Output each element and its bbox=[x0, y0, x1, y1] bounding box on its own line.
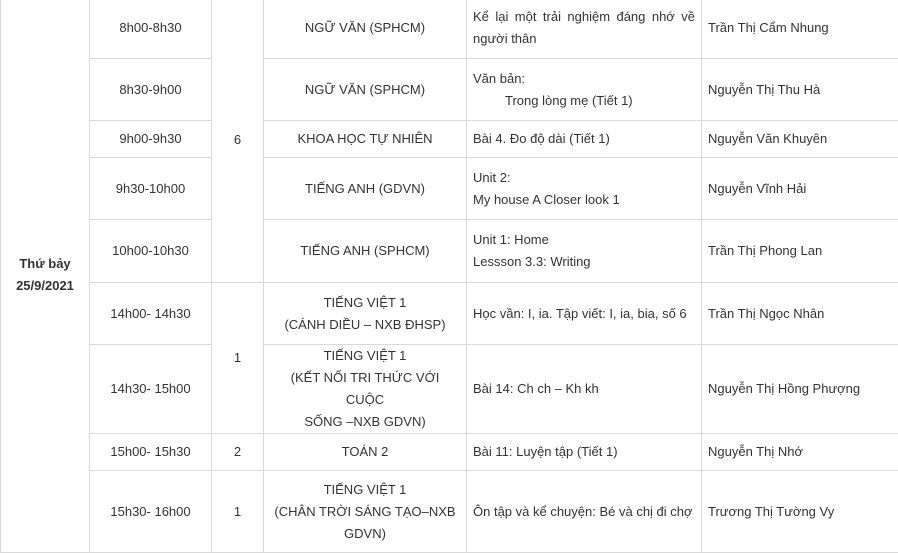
teacher-cell: Trương Thị Tường Vy bbox=[702, 471, 898, 553]
time-cell: 8h00-8h30 bbox=[90, 0, 212, 59]
table-row bbox=[1, 283, 898, 345]
teacher-cell: Nguyễn Thị Thu Hà bbox=[702, 59, 898, 121]
lesson-cell: Bài 11: Luyện tập (Tiết 1) bbox=[467, 434, 702, 471]
subject-cell: TIẾNG VIỆT 1 (CÁNH DIỀU – NXB ĐHSP) bbox=[264, 283, 467, 345]
lesson-cell: Bài 14: Ch ch – Kh kh bbox=[467, 345, 702, 434]
day-date: 25/9/2021 bbox=[7, 275, 83, 297]
day-label: Thứ bảy bbox=[7, 253, 83, 275]
lesson-cell: Kể lại một trải nghiệm đáng nhớ về người thân bbox=[467, 0, 702, 59]
teacher-cell: Trần Thị Cẩm Nhung bbox=[702, 0, 898, 59]
time-cell: 9h00-9h30 bbox=[90, 121, 212, 158]
table-row bbox=[1, 345, 898, 434]
day-cell bbox=[1, 0, 90, 553]
table-row bbox=[1, 434, 898, 471]
subject-cell: TIẾNG VIỆT 1 (CHÂN TRỜI SÁNG TẠO–NXB GDVN) bbox=[264, 471, 467, 553]
time-cell: 14h30- 15h00 bbox=[90, 345, 212, 434]
grade-cell: 1 bbox=[212, 471, 264, 553]
grade-cell: 2 bbox=[212, 434, 264, 471]
lesson-cell: Unit 2: My house A Closer look 1 bbox=[467, 158, 702, 220]
time-cell: 15h00- 15h30 bbox=[90, 434, 212, 471]
time-cell: 8h30-9h00 bbox=[90, 59, 212, 121]
table-row bbox=[1, 0, 898, 59]
teacher-cell: Nguyễn Thị Nhớ bbox=[702, 434, 898, 471]
grade-cell: 1 bbox=[212, 283, 264, 434]
subject-cell: NGỮ VĂN (SPHCM) bbox=[264, 59, 467, 121]
lesson-cell: Bài 4. Đo độ dài (Tiết 1) bbox=[467, 121, 702, 158]
teacher-cell: Trần Thị Ngọc Nhân bbox=[702, 283, 898, 345]
subject-cell: NGỮ VĂN (SPHCM) bbox=[264, 0, 467, 59]
teacher-cell: Trần Thị Phong Lan bbox=[702, 220, 898, 283]
teacher-cell: Nguyễn Vĩnh Hải bbox=[702, 158, 898, 220]
table-row bbox=[1, 59, 898, 121]
table-row bbox=[1, 158, 898, 220]
table-row bbox=[1, 121, 898, 158]
teacher-cell: Nguyễn Thị Hồng Phượng bbox=[702, 345, 898, 434]
time-cell: 15h30- 16h00 bbox=[90, 471, 212, 553]
subject-cell: TIẾNG ANH (SPHCM) bbox=[264, 220, 467, 283]
table-row bbox=[1, 471, 898, 553]
subject-cell: TIẾNG VIỆT 1 (KẾT NỐI TRI THỨC VỚI CUỘC SỐNG –NXB GDVN) bbox=[264, 345, 467, 434]
time-cell: 9h30-10h00 bbox=[90, 158, 212, 220]
lesson-cell: Unit 1: Home Lessson 3.3: Writing bbox=[467, 220, 702, 283]
lesson-cell: Ôn tập và kể chuyện: Bé và chị đi chợ bbox=[467, 471, 702, 553]
subject-cell: TIẾNG ANH (GDVN) bbox=[264, 158, 467, 220]
lesson-cell: Học vần: I, ia. Tập viết: I, ia, bia, số 6 bbox=[467, 283, 702, 345]
lesson-cell: Văn bản: Trong lòng mẹ (Tiết 1) bbox=[467, 59, 702, 121]
time-cell: 14h00- 14h30 bbox=[90, 283, 212, 345]
subject-cell: TOÁN 2 bbox=[264, 434, 467, 471]
time-cell: 10h00-10h30 bbox=[90, 220, 212, 283]
subject-cell: KHOA HỌC TỰ NHIÊN bbox=[264, 121, 467, 158]
grade-cell: 6 bbox=[212, 0, 264, 283]
teacher-cell: Nguyễn Văn Khuyên bbox=[702, 121, 898, 158]
table-row bbox=[1, 220, 898, 283]
